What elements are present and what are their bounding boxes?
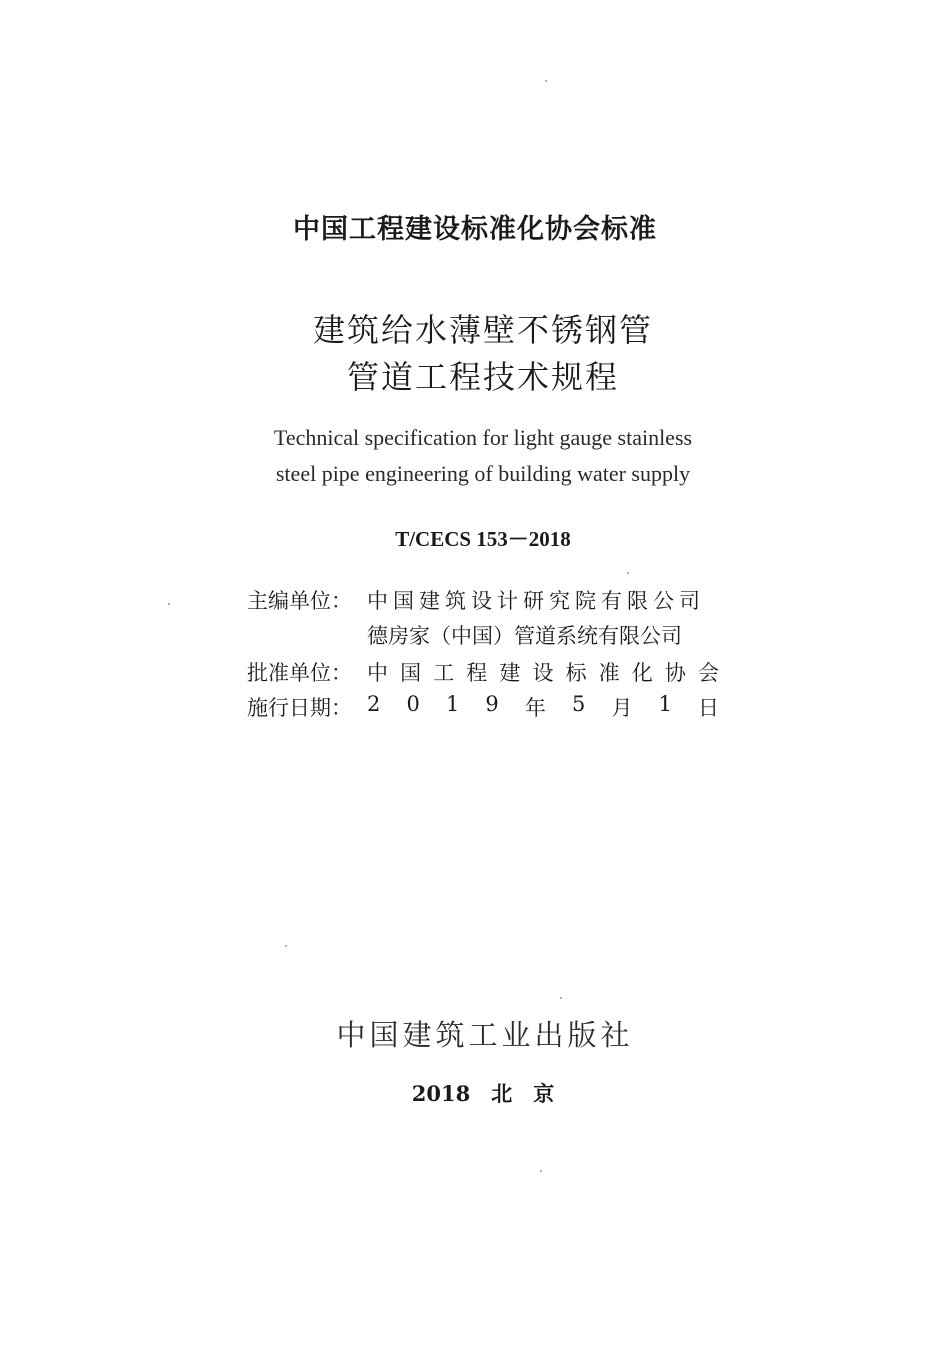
scan-speck — [168, 603, 170, 605]
english-title-line-1: Technical specification for light gauge stainless — [273, 425, 693, 450]
chief-editor-row — [247, 585, 719, 615]
approval-char: 标 — [565, 661, 587, 685]
chief-editor-unit-1: 中国建筑设计研究院有限公司 — [367, 589, 705, 613]
date-part: 5 — [571, 692, 586, 716]
approval-char: 协 — [664, 661, 686, 685]
date-part: 月 — [611, 696, 633, 720]
publisher-name: 中国建筑工业出版社 — [336, 1018, 634, 1052]
chinese-title-line-2: 管道工程技术规程 — [346, 358, 619, 396]
scan-speck — [540, 1170, 542, 1172]
approval-row — [247, 657, 719, 687]
approval-char: 程 — [466, 661, 488, 685]
approval-char: 国 — [400, 661, 422, 685]
date-part: 1 — [445, 692, 460, 716]
approval-char: 设 — [532, 661, 554, 685]
effective-date-row — [247, 692, 719, 722]
standard-code: T/CECS 153－2018 — [395, 527, 571, 551]
approval-char: 中 — [367, 661, 388, 685]
approval-char: 会 — [697, 661, 719, 685]
approval-char: 工 — [433, 661, 455, 685]
effective-date-value — [367, 692, 719, 722]
chinese-title-line-1: 建筑给水薄壁不锈钢管 — [312, 311, 653, 349]
scan-speck — [560, 997, 562, 999]
english-title-line-2: steel pipe engineering of building water supply — [275, 461, 691, 486]
approval-char: 准 — [598, 661, 620, 685]
chief-editor-unit-2: 德房家（中国）管道系统有限公司 — [367, 624, 682, 648]
date-part: 1 — [658, 692, 672, 716]
scan-speck — [545, 80, 547, 82]
publication-year-place: 2018 北 京 — [411, 1081, 555, 1106]
chief-editor-label: 主编单位： — [247, 589, 352, 613]
date-part: 年 — [524, 696, 546, 720]
scan-speck — [285, 945, 287, 947]
effective-date-label: 施行日期： — [247, 696, 352, 720]
approval-label: 批准单位： — [247, 661, 352, 685]
approval-char: 建 — [499, 661, 521, 685]
chief-editor-row-2 — [247, 620, 719, 650]
approval-value — [367, 657, 719, 687]
scan-speck — [627, 572, 629, 574]
date-part: 9 — [485, 692, 499, 716]
date-part: 0 — [406, 692, 420, 716]
date-part: 2 — [367, 692, 381, 716]
organization-title: 中国工程建设标准化协会标准 — [293, 214, 657, 245]
date-part: 日 — [698, 696, 719, 720]
approval-char: 化 — [631, 661, 653, 685]
